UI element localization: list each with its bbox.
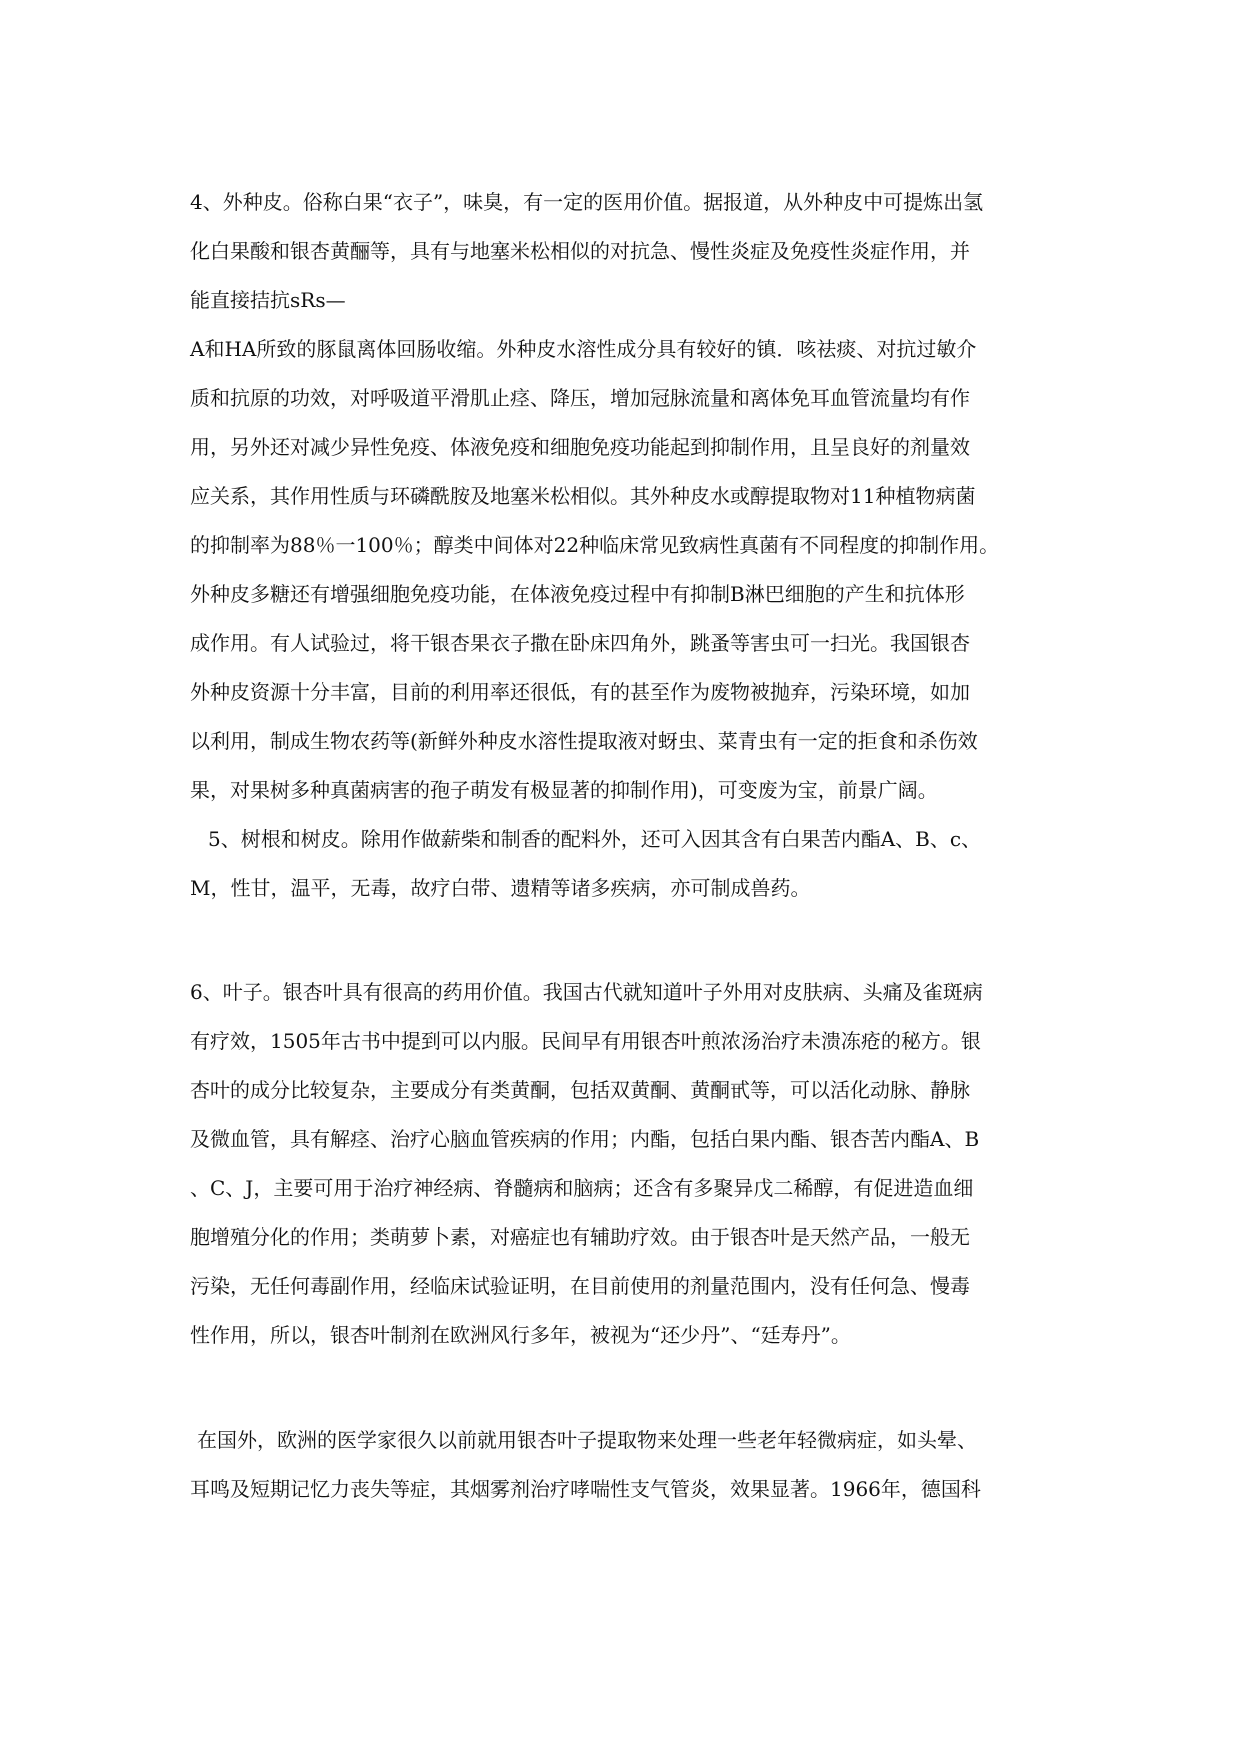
text-line: 的抑制率为88％一100％；醇类中间体对22种临床常见致病性真菌有不同程度的抑制作用。	[190, 533, 1000, 557]
text-line: 有疗效，1505年古书中提到可以内服。民间早有用银杏叶煎浓汤治疗未溃冻疮的秘方。银	[190, 1029, 981, 1053]
text-line: 在国外，欧洲的医学家很久以前就用银杏叶子提取物来处理一些老年轻微病症，如头晕、	[197, 1428, 977, 1452]
text-line: 能直接拮抗sRs—	[190, 288, 346, 312]
text-line: 应关系，其作用性质与环磷酰胺及地塞米松相似。其外种皮水或醇提取物对11种植物病菌	[190, 484, 976, 508]
text-line: 化白果酸和银杏黄酾等，具有与地塞米松相似的对抗急、慢性炎症及免疫性炎症作用，并	[190, 239, 970, 263]
text-line: M，性甘，温平，无毒，故疗白带、遗精等诸多疾病，亦可制成兽药。	[190, 876, 811, 900]
text-line: 外种皮多糖还有增强细胞免疫功能，在体液免疫过程中有抑制B淋巴细胞的产生和抗体形	[190, 582, 965, 606]
text-line: 6、叶子。银杏叶具有很高的药用价值。我国古代就知道叶子外用对皮肤病、头痛及雀斑病	[190, 980, 983, 1004]
text-line: 杏叶的成分比较复杂，主要成分有类黄酮，包括双黄酮、黄酮甙等，可以活化动脉、静脉	[190, 1078, 970, 1102]
text-line: A和HA所致的豚鼠离体回肠收缩。外种皮水溶性成分具有较好的镇．咳祛痰、对抗过敏介	[190, 337, 977, 361]
text-line: 以利用，制成生物农药等(新鲜外种皮水溶性提取液对蚜虫、菜青虫有一定的拒食和杀伤效	[190, 729, 978, 753]
text-line: 质和抗原的功效，对呼吸道平滑肌止痉、降压，增加冠脉流量和离体免耳血管流量均有作	[190, 386, 970, 410]
text-line: 5、树根和树皮。除用作做薪柴和制香的配料外，还可入因其含有白果苦内酯A、B、c、	[208, 827, 982, 851]
text-line: 污染，无任何毒副作用，经临床试验证明，在目前使用的剂量范围内，没有任何急、慢毒	[190, 1274, 970, 1298]
text-line: 耳鸣及短期记忆力丧失等症，其烟雾剂治疗哮喘性支气管炎，效果显著。1966年，德国科	[190, 1477, 981, 1501]
text-line: 用，另外还对减少异性免疫、体液免疫和细胞免疫功能起到抑制作用，且呈良好的剂量效	[190, 435, 970, 459]
text-line: 果，对果树多种真菌病害的孢子萌发有极显著的抑制作用)，可变废为宝，前景广阔。	[190, 778, 938, 802]
text-line: 性作用，所以，银杏叶制剂在欧洲风行多年，被视为“还少丹”、“廷寿丹”。	[190, 1323, 851, 1347]
text-line: 、C、J，主要可用于治疗神经病、脊髓病和脑病；还含有多聚异戊二稀醇，有促进造血细	[190, 1176, 974, 1200]
text-line: 外种皮资源十分丰富，目前的利用率还很低，有的甚至作为废物被抛弃，污染环境，如加	[190, 680, 970, 704]
text-line: 及微血管，具有解痉、治疗心脑血管疾病的作用；内酯，包括白果内酯、银杏苦内酯A、B	[190, 1127, 980, 1151]
text-line: 4、外种皮。俗称白果“衣子”，味臭，有一定的医用价值。据报道，从外种皮中可提炼出氢	[190, 190, 984, 214]
text-line: 成作用。有人试验过，将干银杏果衣子撒在卧床四角外，跳蚤等害虫可一扫光。我国银杏	[190, 631, 970, 655]
text-line: 胞增殖分化的作用；类萌萝卜素，对癌症也有辅助疗效。由于银杏叶是天然产品，一般无	[190, 1225, 970, 1249]
